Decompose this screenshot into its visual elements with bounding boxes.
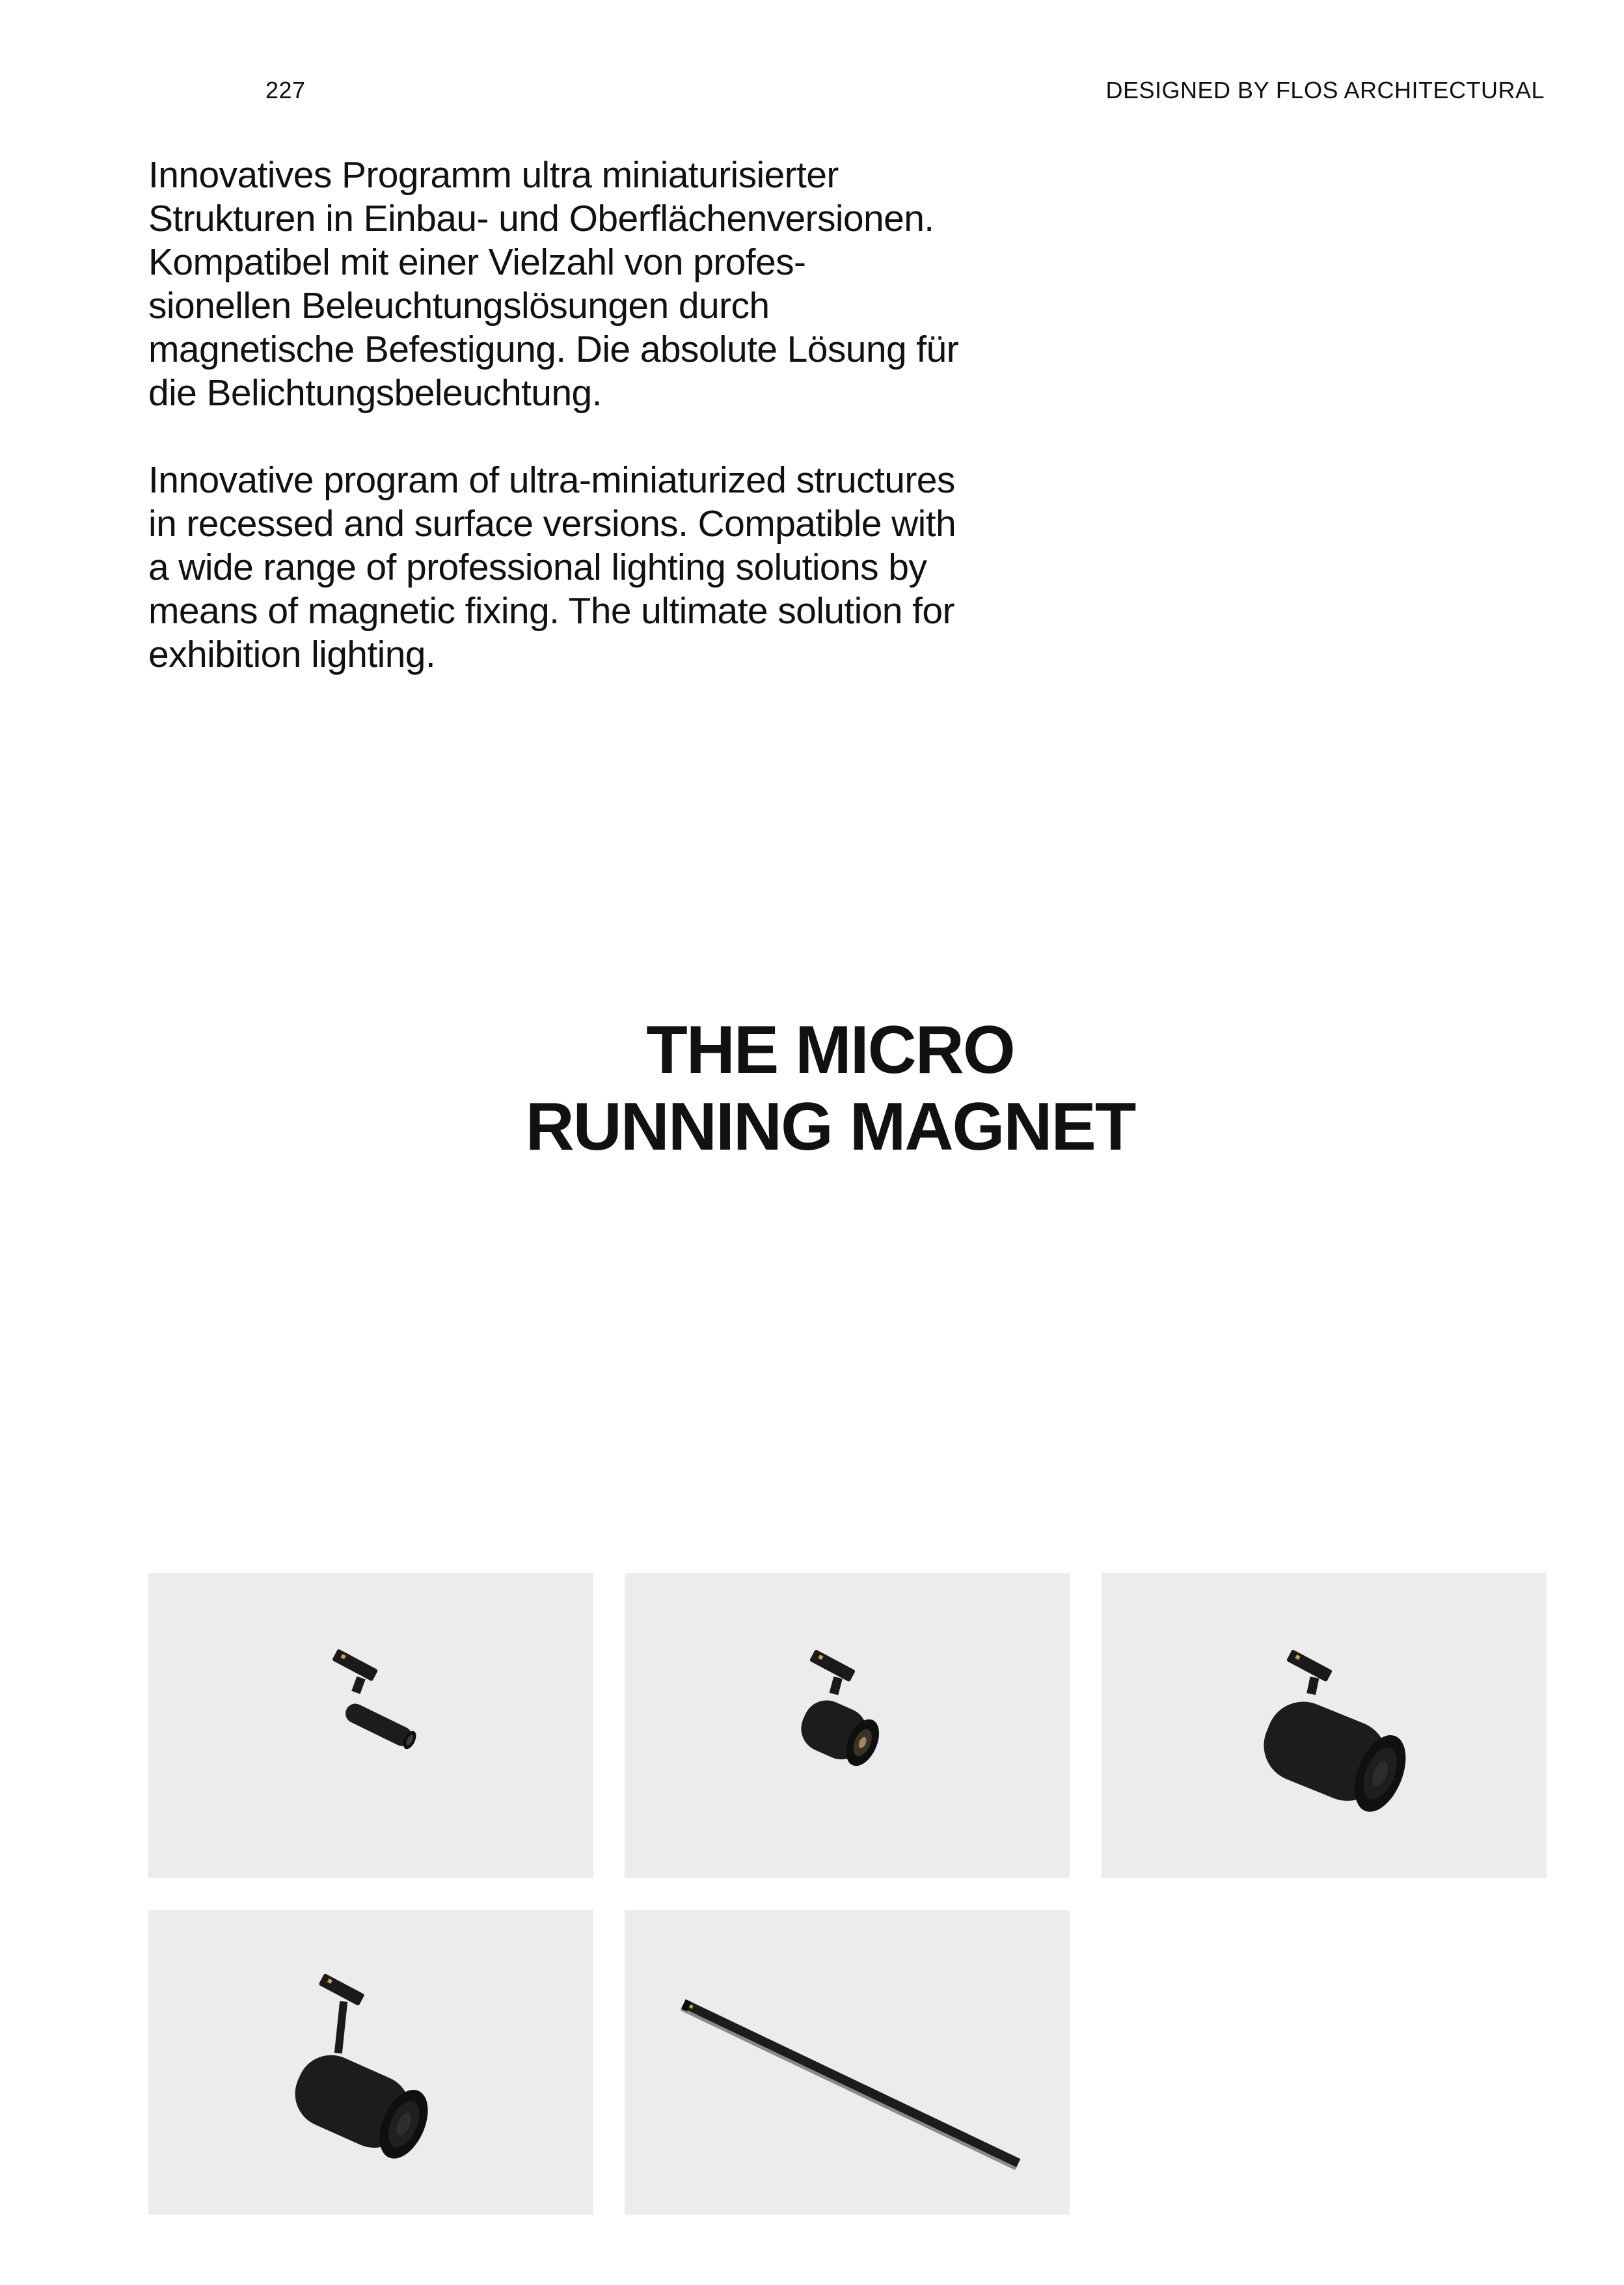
linear-light-icon xyxy=(625,1910,1070,2215)
intro-english: Innovative program of ultra-miniaturized structures in recessed and surface versions. Compatible with a wide range of professional lighting solutions by means of magnetic fixing. The ultimate solution for exhibition lighting. xyxy=(148,459,956,675)
product-image-pendant-spotlight xyxy=(148,1910,593,2215)
product-title: THE MICRO RUNNING MAGNET xyxy=(525,1012,1135,1165)
running-head: DESIGNED BY FLOS ARCHITECTURAL xyxy=(1105,77,1545,103)
product-image-linear-light xyxy=(625,1910,1070,2215)
product-image-medium-spotlight xyxy=(625,1573,1070,1878)
small-spotlight-icon xyxy=(148,1573,593,1878)
intro-german: Innovatives Programm ultra miniaturisierter Strukturen in Einbau- und Oberflächenversionen. Kompatibel mit einer Vielzahl von profes- sionellen Beleuchtungslösungen durch magnetische Befestigung. Die absolute Lösung für die Belichtungsbeleuchtung. xyxy=(148,154,959,414)
page-number: 227 xyxy=(265,77,306,103)
medium-spotlight-icon xyxy=(625,1573,1070,1878)
large-spotlight-icon xyxy=(1102,1573,1547,1878)
product-image-small-spotlight xyxy=(148,1573,593,1878)
pendant-spotlight-icon xyxy=(148,1910,593,2215)
intro-text xyxy=(148,154,1072,677)
product-image-large-spotlight xyxy=(1102,1573,1547,1878)
